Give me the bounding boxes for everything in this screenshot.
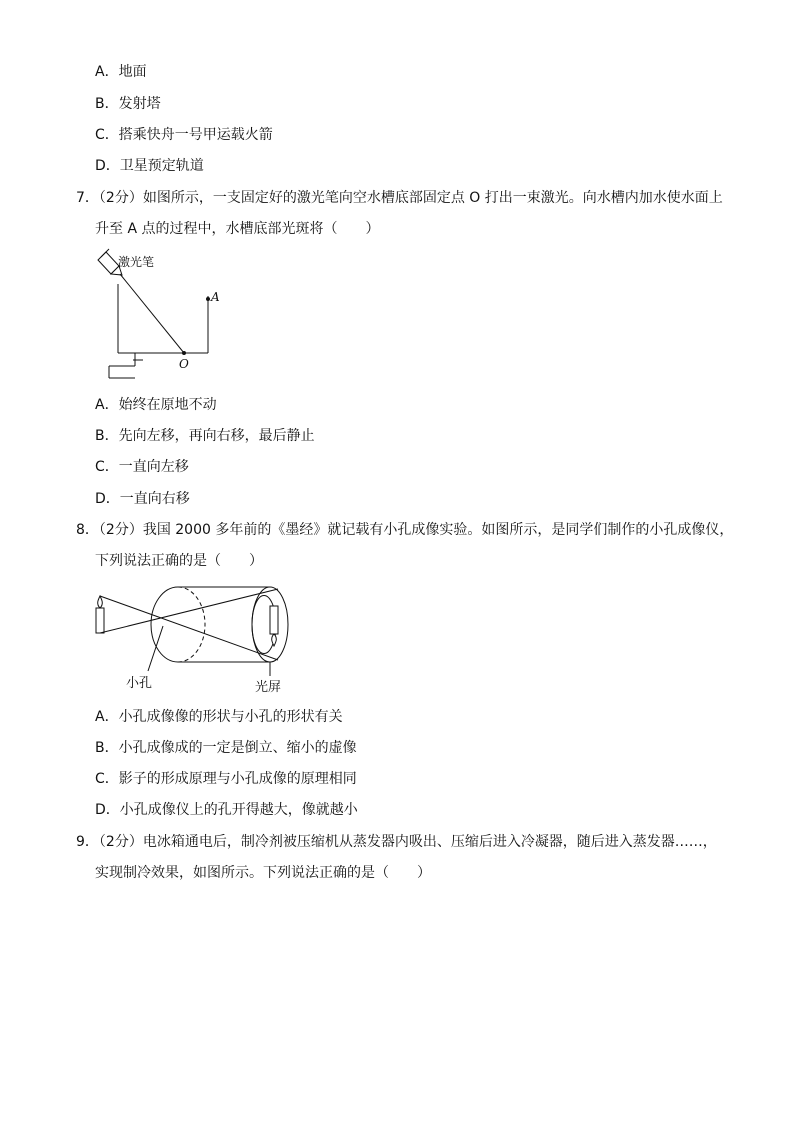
q7-option-c xyxy=(95,457,189,477)
option-text: 一直向右移 xyxy=(119,491,190,507)
option-letter: B． xyxy=(95,96,119,112)
pinhole-label: 小孔 xyxy=(126,676,153,691)
ray-top xyxy=(100,596,278,660)
option-text: 始终在原地不动 xyxy=(118,397,217,413)
option-letter: A． xyxy=(95,397,119,413)
q9-stem-line2: 实现制冷效果，如图所示。下列说法正确的是（ ） xyxy=(95,865,431,881)
option-text: 卫星预定轨道 xyxy=(119,158,204,174)
ray-bottom xyxy=(100,589,278,633)
laser-pen-label: 激光笔 xyxy=(118,255,155,269)
q7-stem-line2: 升至 A 点的过程中，水槽底部光斑将（ ） xyxy=(95,221,380,237)
option-letter: B． xyxy=(95,428,119,444)
q8-option-b xyxy=(95,738,357,758)
option-text: 小孔成像仪上的孔开得越大，像就越小 xyxy=(119,802,358,818)
option-letter: A． xyxy=(95,709,119,725)
q8-stem-line2: 下列说法正确的是（ ） xyxy=(95,553,263,569)
q7-option-d xyxy=(95,489,190,509)
q6-option-a xyxy=(95,62,147,82)
q7-option-a xyxy=(95,395,217,415)
option-letter: D． xyxy=(95,802,120,818)
q7-option-b xyxy=(95,426,315,446)
point-a xyxy=(206,297,210,301)
option-letter: D． xyxy=(95,158,120,174)
screen-label: 光屏 xyxy=(255,680,282,695)
option-text: 先向左移，再向右移，最后静止 xyxy=(118,428,315,444)
option-text: 地面 xyxy=(118,64,147,80)
candle-icon xyxy=(96,596,104,633)
option-text: 发射塔 xyxy=(118,96,161,112)
option-letter: B． xyxy=(95,740,119,756)
point-o xyxy=(182,351,186,355)
option-text: 小孔成像像的形状与小孔的形状有关 xyxy=(118,709,343,725)
q8-option-c xyxy=(95,769,357,789)
option-text: 一直向左移 xyxy=(118,459,189,475)
q6-option-d xyxy=(95,156,204,176)
option-letter: D． xyxy=(95,491,120,507)
inverted-candle-image-icon xyxy=(270,606,278,646)
option-letter: C． xyxy=(95,127,119,143)
option-text: 小孔成像成的一定是倒立、缩小的虚像 xyxy=(118,740,357,756)
q8-option-d xyxy=(95,800,358,820)
q7-stem-line1: 7．（2分）如图所示，一支固定好的激光笔向空水槽底部固定点 O 打出一束激光。向水槽内加水使水面上 xyxy=(76,190,723,206)
stand-clamp-icon xyxy=(109,353,143,378)
q8-pinhole-camera-figure xyxy=(90,580,300,695)
q6-option-b xyxy=(95,94,161,114)
point-a-label: A xyxy=(211,290,220,304)
q6-option-c xyxy=(95,125,273,145)
laser-beam xyxy=(120,274,184,353)
q7-laser-tank-figure xyxy=(95,248,235,383)
q8-stem-line1: 8．（2分）我国 2000 多年前的《墨经》就记载有小孔成像实验。如图所示，是同学们制作的小孔成像仪， xyxy=(76,522,734,538)
pinhole-end-back xyxy=(178,587,205,662)
q9-stem-line1: 9．（2分）电冰箱通电后，制冷剂被压缩机从蒸发器内吸出、压缩后进入冷凝器，随后进入蒸发器……， xyxy=(76,834,717,850)
option-letter: A． xyxy=(95,64,119,80)
option-letter: C． xyxy=(95,771,119,787)
option-text: 搭乘快舟一号甲运载火箭 xyxy=(118,127,273,143)
point-o-label: O xyxy=(179,357,189,371)
option-text: 影子的形成原理与小孔成像的原理相同 xyxy=(118,771,357,787)
option-letter: C． xyxy=(95,459,119,475)
q8-option-a xyxy=(95,707,343,727)
